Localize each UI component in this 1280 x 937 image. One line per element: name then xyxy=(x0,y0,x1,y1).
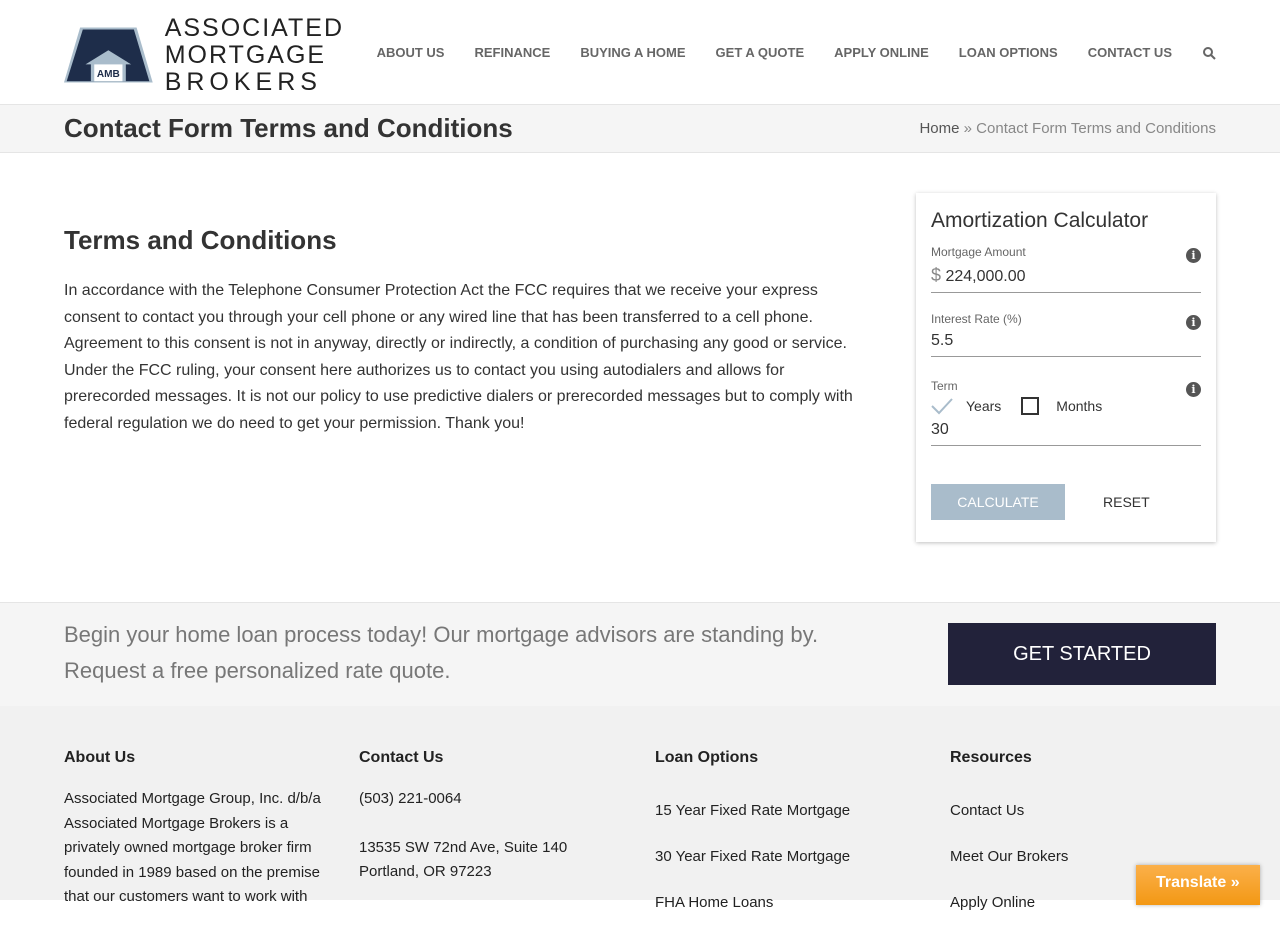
footer-address-line2: Portland, OR 97223 xyxy=(359,863,492,880)
footer-heading: About Us xyxy=(64,749,136,766)
logo-line: MORTGAGE xyxy=(164,40,327,69)
nav-get-a-quote[interactable]: GET A QUOTE xyxy=(715,45,805,60)
footer-phone: (503) 221-0064 xyxy=(359,790,462,807)
currency-symbol: $ xyxy=(931,265,942,285)
footer-about-text: Associated Mortgage Group, Inc. d/b/a Associated Mortgage Brokers is a privately owned mortgage broker firm founded in 1989 based on the premise that our customers want to work with xyxy=(64,790,321,905)
footer-contact xyxy=(359,749,629,885)
years-checkbox-checked-icon[interactable] xyxy=(931,397,953,415)
search-icon[interactable] xyxy=(1202,46,1216,60)
content-heading: Terms and Conditions xyxy=(64,225,337,255)
mortgage-amount-field xyxy=(931,245,1201,312)
logo-mark-icon xyxy=(64,14,153,96)
footer-link[interactable]: 30 Year Fixed Rate Mortgage xyxy=(655,848,851,865)
mortgage-amount-input[interactable] xyxy=(931,259,1201,293)
footer-link[interactable]: Meet Our Brokers xyxy=(950,848,1069,865)
breadcrumb-home[interactable]: Home xyxy=(919,120,960,137)
breadcrumb-separator: » xyxy=(963,120,972,137)
footer-about xyxy=(64,749,334,910)
breadcrumb-current: Contact Form Terms and Conditions xyxy=(976,120,1216,137)
info-icon[interactable]: i xyxy=(1186,248,1201,263)
calculate-button[interactable]: CALCULATE xyxy=(931,484,1065,520)
footer-heading: Loan Options xyxy=(655,749,759,766)
nav-loan-options[interactable]: LOAN OPTIONS xyxy=(958,45,1058,60)
footer-heading: Contact Us xyxy=(359,749,444,766)
nav-apply-online[interactable]: APPLY ONLINE xyxy=(834,45,929,60)
get-started-button[interactable]: GET STARTED xyxy=(948,623,1216,685)
reset-button[interactable]: RESET xyxy=(1103,494,1150,510)
site-footer xyxy=(0,706,1280,911)
page-title-bar xyxy=(0,105,1280,153)
term-label: Term xyxy=(931,379,958,393)
content-body: In accordance with the Telephone Consumer Protection Act the FCC requires that we receive your express consent to contact you through your cell phone or any wired line that has been transferred to a cell phone. Agreement to this consent is not in anyway, directly or indirectly, a condition of purchasing any good or service. Under the FCC ruling, your consent here authorizes us to contact you using autodialers and allows for prerecorded messages. It is not our policy to use predictive dialers or prerecorded messages but to comply with federal regulation we do need to get your permission. Thank you! xyxy=(64,282,853,432)
calculator-title: Amortization Calculator xyxy=(931,209,1149,232)
footer-heading: Resources xyxy=(950,749,1032,766)
site-header xyxy=(0,0,1280,105)
footer-link[interactable]: FHA Home Loans xyxy=(655,894,774,911)
footer-link[interactable]: 15 Year Fixed Rate Mortgage xyxy=(655,802,851,819)
nav-buying-a-home[interactable]: BUYING A HOME xyxy=(580,45,686,60)
years-option-label: Years xyxy=(966,398,1002,414)
svg-text:AMB: AMB xyxy=(96,69,120,81)
interest-rate-label: Interest Rate (%) xyxy=(931,312,1022,326)
footer-link[interactable]: Apply Online xyxy=(950,894,1036,911)
footer-link[interactable]: Contact Us xyxy=(950,802,1025,819)
call-to-action xyxy=(0,602,1280,706)
info-icon[interactable]: i xyxy=(1186,382,1201,397)
footer-resources xyxy=(950,749,1220,937)
page-title: Contact Form Terms and Conditions xyxy=(64,113,513,143)
months-option-label: Months xyxy=(1056,398,1103,414)
nav-refinance[interactable]: REFINANCE xyxy=(474,45,551,60)
site-logo[interactable] xyxy=(64,14,344,96)
amortization-calculator xyxy=(916,193,1216,542)
mortgage-amount-label: Mortgage Amount xyxy=(931,245,1026,259)
mortgage-amount-value: 224,000.00 xyxy=(945,268,1026,285)
interest-rate-input[interactable]: 5.5 xyxy=(931,326,1201,357)
translate-button[interactable]: Translate » xyxy=(1136,865,1260,905)
logo-text xyxy=(165,15,344,96)
info-icon[interactable]: i xyxy=(1186,315,1201,330)
interest-rate-field xyxy=(931,312,1201,379)
breadcrumb xyxy=(919,120,1216,137)
main-content xyxy=(64,225,864,437)
nav-about-us[interactable]: ABOUT US xyxy=(376,45,445,60)
footer-loan-options xyxy=(655,749,925,937)
months-checkbox[interactable] xyxy=(1021,397,1039,415)
term-field xyxy=(931,379,1201,446)
logo-line: ASSOCIATED xyxy=(164,13,344,42)
nav-contact-us[interactable]: CONTACT US xyxy=(1087,45,1172,60)
cta-text: Begin your home loan process today! Our mortgage advisors are standing by. Request a free personalized rate quote. xyxy=(64,622,819,683)
logo-line: BROKERS xyxy=(164,67,322,96)
main-nav xyxy=(347,0,1216,105)
term-input[interactable]: 30 xyxy=(931,415,1201,446)
footer-address-line1: 13535 SW 72nd Ave, Suite 140 xyxy=(359,838,568,856)
